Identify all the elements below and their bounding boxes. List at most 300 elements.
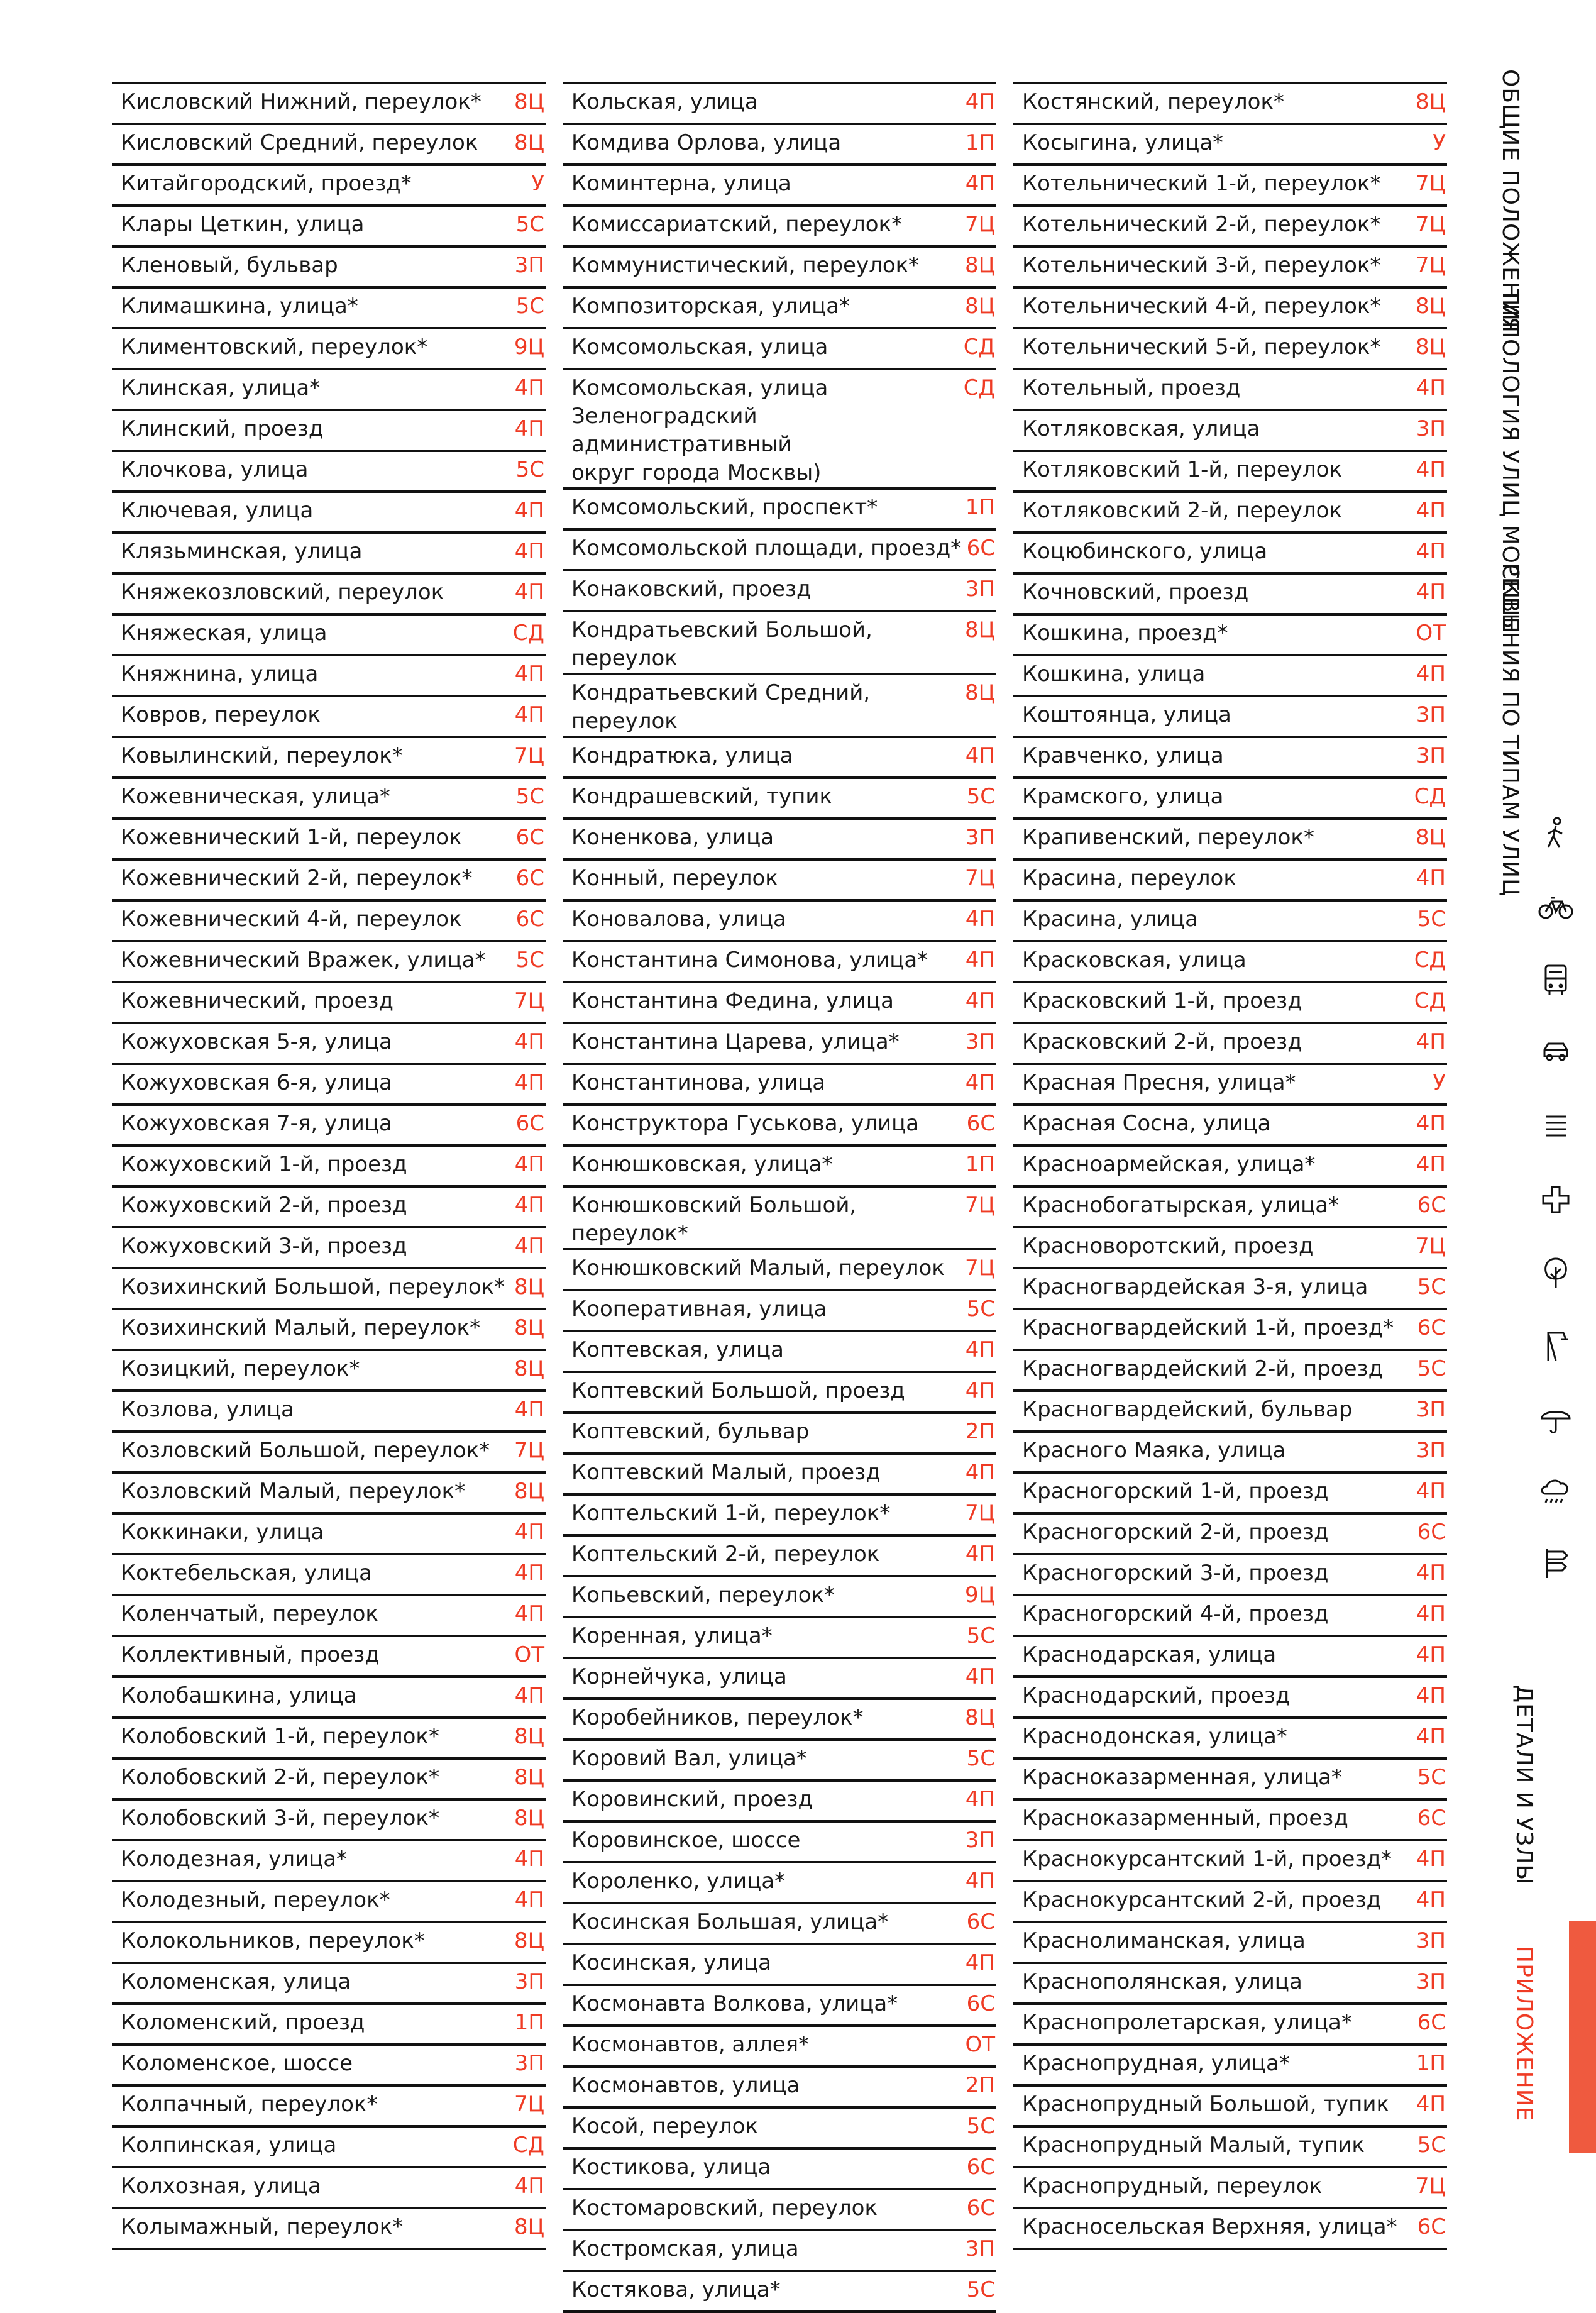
street-name: Константинова, улица xyxy=(571,1070,826,1095)
street-row xyxy=(112,1594,546,1635)
street-name: Коленчатый, переулок xyxy=(121,1601,378,1626)
street-name: Кисловский Нижний, переулок* xyxy=(121,89,482,114)
street-type-code: 4П xyxy=(965,743,995,768)
street-row xyxy=(1013,899,1447,940)
street-row xyxy=(112,2207,546,2250)
street-name: Коробейников, переулок* xyxy=(571,1705,864,1730)
street-type-code: 4П xyxy=(1416,498,1446,523)
street-row xyxy=(112,531,546,572)
street-row xyxy=(563,610,996,673)
street-row xyxy=(1013,490,1447,531)
street-type-code: 1П xyxy=(965,130,995,155)
street-row xyxy=(563,899,996,940)
street-type-code: 1П xyxy=(1416,2051,1446,2076)
street-row xyxy=(1013,531,1447,572)
street-row xyxy=(563,1452,996,1493)
street-name: Кожуховская 7-я, улица xyxy=(121,1111,392,1136)
street-name: Козихинский Малый, переулок* xyxy=(121,1315,481,1340)
street-row xyxy=(1013,245,1447,286)
street-type-code: 4П xyxy=(1416,580,1446,605)
street-type-code: 6С xyxy=(515,1111,544,1136)
street-row xyxy=(563,2229,996,2270)
street-row xyxy=(563,1820,996,1861)
layers-icon[interactable] xyxy=(1537,1108,1575,1145)
street-row xyxy=(1013,1144,1447,1185)
street-type-code: 8Ц xyxy=(514,1274,544,1300)
street-name: Кожевническая, улица* xyxy=(121,784,390,809)
street-type-code: 8Ц xyxy=(964,617,995,643)
street-name: Конюшковский Малый, переулок xyxy=(571,1256,945,1281)
street-name: Коптевский Малый, проезд xyxy=(571,1460,881,1485)
street-row xyxy=(1013,2125,1447,2166)
street-row xyxy=(563,82,996,123)
street-row xyxy=(1013,450,1447,490)
street-type-code: 4П xyxy=(514,702,544,727)
street-type-code: СД xyxy=(963,334,995,360)
street-name: Космонавта Волкова, улица* xyxy=(571,1991,898,2016)
street-type-code: 3П xyxy=(965,1828,995,1853)
street-row xyxy=(1013,776,1447,817)
street-name: Климашкина, улица* xyxy=(121,294,358,319)
street-type-code: 4П xyxy=(965,1337,995,1362)
street-type-code: 8Ц xyxy=(514,1724,544,1749)
street-row xyxy=(112,695,546,736)
street-type-code: 4П xyxy=(965,1378,995,1403)
signpost-icon[interactable] xyxy=(1537,1544,1575,1582)
street-type-code: 1П xyxy=(965,1152,995,1177)
street-name: Кольская, улица xyxy=(571,89,758,114)
street-name: Колодезный, переулок* xyxy=(121,1887,390,1913)
street-type-code: 4П xyxy=(514,416,544,441)
street-type-code: 6С xyxy=(1417,1315,1446,1340)
street-row xyxy=(112,1798,546,1839)
street-name: Космонавтов, аллея* xyxy=(571,2032,810,2057)
street-type-code: 4П xyxy=(1416,1029,1446,1054)
street-row xyxy=(563,123,996,163)
street-type-code: 6С xyxy=(1417,1193,1446,1218)
active-section-marker xyxy=(1569,1921,1596,2153)
street-row xyxy=(1013,613,1447,654)
street-name: Комдива Орлова, улица xyxy=(571,130,842,155)
pedestrian-icon[interactable] xyxy=(1537,815,1575,853)
street-name: Крапивенский, переулок* xyxy=(1022,825,1314,850)
street-name: Котельнический 2-й, переулок* xyxy=(1022,212,1381,237)
street-row xyxy=(563,1248,996,1289)
street-type-code: 7Ц xyxy=(514,988,544,1013)
street-row xyxy=(112,450,546,490)
street-name: Коненкова, улица xyxy=(571,825,774,850)
street-name: Красногорский 3-й, проезд xyxy=(1022,1560,1329,1586)
street-row xyxy=(1013,736,1447,776)
street-type-code: СД xyxy=(512,621,544,646)
street-row xyxy=(563,1575,996,1616)
street-row xyxy=(1013,1022,1447,1063)
street-type-code: 3П xyxy=(1416,1969,1446,1994)
street-type-code: 4П xyxy=(1416,1479,1446,1504)
street-name: Кожевнический 2-й, переулок* xyxy=(121,866,473,891)
street-row xyxy=(563,204,996,245)
street-type-code: 4П xyxy=(1416,1683,1446,1708)
street-name: Корнейчука, улица xyxy=(571,1664,787,1689)
street-row xyxy=(563,1493,996,1534)
street-type-code: 8Ц xyxy=(1415,294,1446,319)
street-name: Кожуховский 2-й, проезд xyxy=(121,1193,407,1218)
street-row xyxy=(563,1738,996,1779)
street-name: Кондрашевский, тупик xyxy=(571,784,832,809)
street-type-code: 1П xyxy=(514,2010,544,2035)
street-type-code: 7Ц xyxy=(514,743,544,768)
street-type-code: 1П xyxy=(965,495,995,520)
street-row xyxy=(1013,82,1447,123)
street-row xyxy=(112,1267,546,1308)
street-name: Комсомольский, проспект* xyxy=(571,495,878,520)
street-name: Кондратьевский Средний, переулок xyxy=(571,680,871,734)
street-name: Коккинаки, улица xyxy=(121,1520,324,1545)
bicycle-icon[interactable] xyxy=(1537,888,1575,925)
street-type-code: 2П xyxy=(965,1419,995,1444)
street-row xyxy=(1013,1389,1447,1430)
street-row xyxy=(1013,327,1447,368)
street-row xyxy=(563,1779,996,1820)
rain-cloud-icon[interactable] xyxy=(1537,1472,1575,1510)
street-name: Котельнический 1-й, переулок* xyxy=(1022,171,1381,196)
street-row xyxy=(112,1389,546,1430)
street-name: Краснопрудный Большой, тупик xyxy=(1022,2092,1390,2117)
street-type-code: 3П xyxy=(1416,1438,1446,1463)
street-row xyxy=(563,1371,996,1411)
street-name: Копьевский, переулок* xyxy=(571,1582,835,1608)
street-type-code: 4П xyxy=(965,1787,995,1812)
street-row xyxy=(112,817,546,858)
street-type-code: 6С xyxy=(1417,1520,1446,1545)
street-name: Коптевский, бульвар xyxy=(571,1419,810,1444)
street-row xyxy=(112,82,546,123)
street-name: Кондратюка, улица xyxy=(571,743,793,768)
street-name: Котляковский 2-й, переулок xyxy=(1022,498,1342,523)
car-icon[interactable] xyxy=(1537,1032,1575,1070)
street-row xyxy=(1013,286,1447,327)
street-row xyxy=(1013,981,1447,1022)
street-row xyxy=(1013,1635,1447,1675)
street-name: Коптельский 1-й, переулок* xyxy=(571,1501,891,1526)
street-row xyxy=(563,327,996,368)
street-name: Красная Пресня, улица* xyxy=(1022,1070,1296,1095)
street-row xyxy=(563,673,996,736)
street-row xyxy=(112,1430,546,1471)
street-type-code: 4П xyxy=(514,498,544,523)
street-row xyxy=(1013,2207,1447,2250)
street-type-code: 4П xyxy=(514,1070,544,1095)
street-row xyxy=(112,1839,546,1880)
street-name: Красногвардейская 3-я, улица xyxy=(1022,1274,1368,1300)
street-type-code: 4П xyxy=(1416,1642,1446,1667)
street-type-code: 7Ц xyxy=(964,1256,995,1281)
street-type-code: 5С xyxy=(515,294,544,319)
street-row xyxy=(1013,858,1447,899)
street-row xyxy=(563,487,996,528)
street-name: Красногорский 1-й, проезд xyxy=(1022,1479,1329,1504)
street-name: Красная Сосна, улица xyxy=(1022,1111,1271,1136)
street-type-code: 3П xyxy=(514,2051,544,2076)
street-row xyxy=(1013,1798,1447,1839)
street-name: Константина Симонова, улица* xyxy=(571,947,928,973)
street-row xyxy=(112,1349,546,1389)
street-row xyxy=(563,368,996,487)
nav-appendix[interactable]: ПРИЛОЖЕНИЕ xyxy=(1511,1946,1537,2122)
street-row xyxy=(1013,409,1447,450)
street-name: Коровинский, проезд xyxy=(571,1787,813,1812)
street-name: Краснобогатырская, улица* xyxy=(1022,1193,1340,1218)
street-row xyxy=(563,1330,996,1371)
street-name: Клинская, улица* xyxy=(121,375,321,400)
street-type-code: 4П xyxy=(1416,1887,1446,1913)
street-name: Климентовский, переулок* xyxy=(121,334,428,360)
street-type-code: 8Ц xyxy=(514,1356,544,1381)
street-name: Кошкина, проезд* xyxy=(1022,621,1228,646)
street-type-code: 8Ц xyxy=(514,1928,544,1953)
street-row xyxy=(563,1411,996,1452)
street-type-code: У xyxy=(1433,130,1446,155)
street-name: Красноармейская, улица* xyxy=(1022,1152,1316,1177)
street-name: Комсомольской площади, проезд* xyxy=(571,536,962,561)
street-type-code: 4П xyxy=(514,1683,544,1708)
street-name: Косинская, улица xyxy=(571,1950,772,1975)
street-name: Котельнический 3-й, переулок* xyxy=(1022,253,1381,278)
street-name: Кисловский Средний, переулок xyxy=(121,130,478,155)
street-type-code: 5С xyxy=(1417,1765,1446,1790)
street-name: Костромская, улица xyxy=(571,2236,799,2261)
street-name: Краснополянская, улица xyxy=(1022,1969,1302,1994)
street-name: Коновалова, улица xyxy=(571,907,786,932)
street-row xyxy=(563,817,996,858)
street-type-code: 4П xyxy=(1416,1601,1446,1626)
street-row xyxy=(1013,1226,1447,1267)
street-name: Котельнический 4-й, переулок* xyxy=(1022,294,1381,319)
street-name: Конюшковский Большой, переулок* xyxy=(571,1193,857,1246)
street-name: Красноворотский, проезд xyxy=(1022,1234,1314,1259)
street-name: Колокольников, переулок* xyxy=(121,1928,425,1953)
street-name: Коммунистический, переулок* xyxy=(571,253,920,278)
street-row xyxy=(1013,123,1447,163)
street-row xyxy=(112,1103,546,1144)
street-type-code: 4П xyxy=(514,1601,544,1626)
street-row xyxy=(112,245,546,286)
street-name: Колобовский 2-й, переулок* xyxy=(121,1765,439,1790)
street-row xyxy=(1013,817,1447,858)
street-name: Кожевнический, проезд xyxy=(121,988,394,1013)
street-row xyxy=(1013,163,1447,204)
street-name: Комиссариатский, переулок* xyxy=(571,212,903,237)
street-type-code: 5С xyxy=(1417,907,1446,932)
street-name: Коцюбинского, улица xyxy=(1022,539,1268,564)
street-row xyxy=(112,2002,546,2043)
street-type-code: СД xyxy=(512,2133,544,2158)
street-type-code: ОТ xyxy=(1416,621,1446,646)
tree-icon[interactable] xyxy=(1537,1254,1575,1291)
street-type-code: 4П xyxy=(1416,1847,1446,1872)
street-row xyxy=(563,2270,996,2313)
street-type-code: 8Ц xyxy=(514,89,544,114)
street-row xyxy=(1013,1839,1447,1880)
nav-general-provisions[interactable]: ОБЩИЕ ПОЛОЖЕНИЯ xyxy=(1497,69,1523,333)
street-row xyxy=(112,123,546,163)
lamp-icon[interactable] xyxy=(1537,1327,1575,1364)
street-row xyxy=(1013,1594,1447,1635)
street-name: Колобовский 3-й, переулок* xyxy=(121,1806,439,1831)
street-row xyxy=(112,1512,546,1553)
street-row xyxy=(1013,1553,1447,1594)
street-type-code: 8Ц xyxy=(514,1806,544,1831)
street-row xyxy=(1013,204,1447,245)
street-name: Кондратьевский Большой, переулок xyxy=(571,617,872,671)
nav-street-typology[interactable]: ТИПОЛОГИЯ УЛИЦ МОСКВЫ xyxy=(1497,289,1523,634)
street-row xyxy=(1013,368,1447,409)
street-row xyxy=(563,245,996,286)
street-row xyxy=(563,2188,996,2229)
street-name: Козловский Большой, переулок* xyxy=(121,1438,490,1463)
street-row xyxy=(563,1861,996,1902)
street-type-code: 7Ц xyxy=(964,866,995,891)
street-row xyxy=(563,1289,996,1330)
cross-icon[interactable] xyxy=(1537,1181,1575,1218)
street-name: Княжнина, улица xyxy=(121,661,319,687)
street-type-code: 5С xyxy=(1417,1274,1446,1300)
street-name: Коптевский Большой, проезд xyxy=(571,1378,905,1403)
street-name: Красногвардейский 1-й, проезд* xyxy=(1022,1315,1394,1340)
street-name: Краснокурсантский 2-й, проезд xyxy=(1022,1887,1382,1913)
street-type-code: 5С xyxy=(1417,2133,1446,2158)
street-type-code: 7Ц xyxy=(1415,212,1446,237)
street-row xyxy=(112,286,546,327)
street-name: Костикова, улица xyxy=(571,2155,771,2180)
street-row xyxy=(112,940,546,981)
street-row xyxy=(112,1553,546,1594)
street-type-code: 4П xyxy=(965,1460,995,1485)
street-name: Клязьминская, улица xyxy=(121,539,363,564)
street-type-code: 3П xyxy=(1416,416,1446,441)
street-type-code: 4П xyxy=(514,1847,544,1872)
street-type-code: 3П xyxy=(965,2236,995,2261)
street-type-code: 5С xyxy=(966,2277,995,2302)
street-type-code: 3П xyxy=(1416,743,1446,768)
street-type-code: 7Ц xyxy=(964,212,995,237)
street-row xyxy=(1013,1757,1447,1798)
nav-street-type-solutions[interactable]: РЕШЕНИЯ ПО ТИПАМ УЛИЦ xyxy=(1497,563,1523,897)
street-name: Княжеская, улица xyxy=(121,621,327,646)
street-name: Княжекозловский, переулок xyxy=(121,580,444,605)
street-row xyxy=(112,1675,546,1716)
street-type-code: 6С xyxy=(966,536,995,561)
street-row xyxy=(1013,1921,1447,1962)
street-name: Краснодарская, улица xyxy=(1022,1642,1277,1667)
street-row xyxy=(563,1657,996,1697)
street-name: Кошкина, улица xyxy=(1022,661,1206,687)
street-name: Кооперативная, улица xyxy=(571,1296,827,1322)
street-row xyxy=(1013,1103,1447,1144)
street-name: Коровинское, шоссе xyxy=(571,1828,801,1853)
street-type-code: 4П xyxy=(514,375,544,400)
street-type-code: 4П xyxy=(1416,2092,1446,2117)
street-type-code: 4П xyxy=(965,1664,995,1689)
street-type-code: 6С xyxy=(966,1111,995,1136)
street-type-code: 8Ц xyxy=(514,1765,544,1790)
street-type-code: 4П xyxy=(1416,1152,1446,1177)
street-name: Краснопрудный Малый, тупик xyxy=(1022,2133,1365,2158)
street-type-code: 8Ц xyxy=(964,1705,995,1730)
street-type-code: 4П xyxy=(1416,539,1446,564)
street-type-code: 5С xyxy=(1417,1356,1446,1381)
street-type-code: 8Ц xyxy=(964,253,995,278)
street-type-code: У xyxy=(531,171,544,196)
street-name: Краснодарский, проезд xyxy=(1022,1683,1291,1708)
street-type-code: 6С xyxy=(966,2195,995,2221)
street-type-code: 3П xyxy=(514,1969,544,1994)
street-name: Коптевская, улица xyxy=(571,1337,784,1362)
nav-details[interactable]: ДЕТАЛИ И УЗЛЫ xyxy=(1511,1685,1537,1885)
street-name: Красковский 2-й, проезд xyxy=(1022,1029,1302,1054)
street-type-code: 6С xyxy=(966,2155,995,2180)
street-name: Клары Цеткин, улица xyxy=(121,212,365,237)
street-type-code: 6С xyxy=(966,1991,995,2016)
street-type-code: СД xyxy=(1414,988,1446,1013)
street-type-code: 6С xyxy=(515,825,544,850)
street-name: Коминтерна, улица xyxy=(571,171,791,196)
street-name: Красковский 1-й, проезд xyxy=(1022,988,1302,1013)
street-name: Котляковская, улица xyxy=(1022,416,1260,441)
street-row xyxy=(112,1471,546,1512)
street-name: Краснодонская, улица* xyxy=(1022,1724,1287,1749)
street-row xyxy=(563,1103,996,1144)
street-type-code: 9Ц xyxy=(964,1582,995,1608)
street-row xyxy=(112,163,546,204)
street-name: Колодезная, улица* xyxy=(121,1847,348,1872)
street-type-code: 4П xyxy=(965,1869,995,1894)
street-type-code: 5С xyxy=(966,2114,995,2139)
street-row xyxy=(112,368,546,409)
street-name: Константина Царева, улица* xyxy=(571,1029,900,1054)
street-type-code: 5С xyxy=(966,1746,995,1771)
street-row xyxy=(1013,940,1447,981)
street-name: Краснопрудная, улица* xyxy=(1022,2051,1290,2076)
bus-icon[interactable] xyxy=(1537,959,1575,997)
street-row xyxy=(112,2043,546,2084)
street-type-code: 4П xyxy=(514,1397,544,1422)
street-row xyxy=(563,2065,996,2106)
street-type-code: 4П xyxy=(514,2173,544,2199)
street-name: Коровий Вал, улица* xyxy=(571,1746,807,1771)
street-type-code: 4П xyxy=(1416,375,1446,400)
street-type-code: 4П xyxy=(1416,457,1446,482)
street-name: Красина, переулок xyxy=(1022,866,1236,891)
street-type-code: 4П xyxy=(965,1542,995,1567)
street-type-code: 5С xyxy=(515,212,544,237)
street-name: Коломенская, улица xyxy=(121,1969,351,1994)
street-name: Козихинский Большой, переулок* xyxy=(121,1274,505,1300)
street-row xyxy=(1013,1962,1447,2002)
street-row xyxy=(112,1185,546,1226)
street-row xyxy=(112,654,546,695)
street-name: Коренная, улица* xyxy=(571,1623,773,1648)
street-row xyxy=(563,940,996,981)
street-name: Костякова, улица* xyxy=(571,2277,781,2302)
street-name: Красногвардейский 2-й, проезд xyxy=(1022,1356,1384,1381)
street-type-code: 2П xyxy=(965,2073,995,2098)
street-name: Ковров, переулок xyxy=(121,702,321,727)
street-type-code: 4П xyxy=(514,1887,544,1913)
street-row xyxy=(1013,1267,1447,1308)
umbrella-icon[interactable] xyxy=(1537,1399,1575,1437)
street-row xyxy=(1013,2166,1447,2207)
